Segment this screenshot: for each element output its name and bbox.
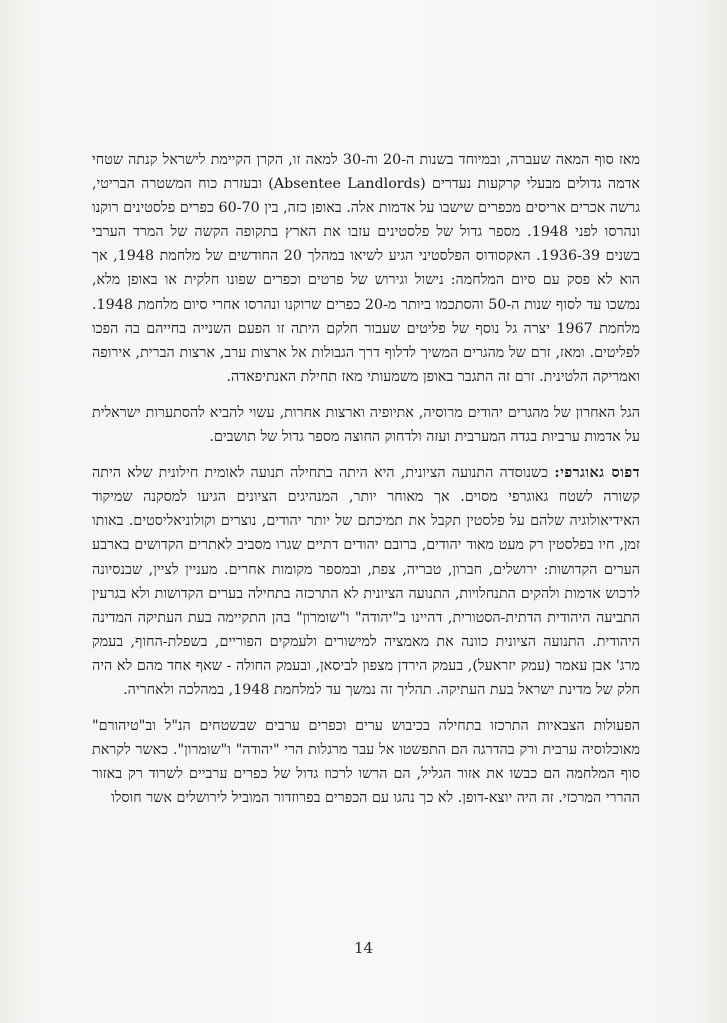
paragraph-absentee-land: מאז סוף המאה שעברה, ובמיוחד בשנות ה-20 וה-30 למאה זו, הקרן הקיימת לישראל קנתה שטחי אדמה גדולים מבעלי קרקעות נעדרים (Absentee Landlords) ובעזרת כוח המשטרה הבריטי, גרשה אכרים אריסים מכפרים שישבו על אדמות אלה. באופן כזה, בין 60-70 כפרים פלסטינים רוקנו ונהרסו לפני 1948. מספר גדול של פלסטינים עזבו את הארץ בתקופה הקשה של המרד הערבי בשנים 1936-39. האקסודוס הפלסטיני הגיע לשיאו במהלך 20 החודשים של מלחמת 1948, אך הוא לא פסק עם סיום המלחמה: נישול וגירוש של פרטים וכפרים שפונו חלקית או באופן מלא, נמשכו עד לסוף שנות ה-50 והסתכמו ביותר מ-20 כפרים שרוקנו ונהרסו אחרי סיום מלחמת 1948. מלחמת 1967 יצרה גל נוסף של פליטים שעבור חלקם היתה זו הפעם השנייה בחייהם בה הפכו לפליטים. ומאז, זרם של מהגרים המשיך לדלוף דרך הגבולות אל ארצות ערב, ארצות הברית, אירופה ואמריקה הלטינית. זרם זה התגבר באופן משמעותי מאז תחילת האנתיפאדה. (92, 152, 641, 385)
paragraph-recent-immigration: הגל האחרון של מהגרים יהודים מרוסיה, אתיופיה וארצות אחרות, עשוי להביא להסתערות ישראלית על אדמות ערביות בגדה המערבית ועזה ולדחוק החוצה מספר גדול של תושבים. (92, 404, 640, 446)
section-text: כשנוסדה התנועה הציונית, היא היתה בתחילה תנועה לאומית חילונית שלא היתה קשורה לשטח גאוגרפי מסוים. אך מאוחר יותר, המנהיגים הציונים הגיעו למסקנה שמיקוד האידיאולוגיה שלהם על פלסטין תקבל את תמיכתם של יותר יהודים, נוצרים וקולוניאליסטים. באותו זמן, חיו בפלסטין רק מעט מאוד יהודים, ברובם יהודים דתיים שגרו מסביב לאתרים הקדושים בארבע הערים הקדושות: ירושלים, חברון, טבריה, צפת, ובמספר מקומות אחרים. מעניין לציין, שבנסיונה לרכוש אדמות ולהקים התנחלויות, התנועה הציונית לא התרכזה בתחילה בערים הקדושות ולא בגרעין התביעה היהודית הדתית-הסטורית, דהיינו ב"יהודה" ו"שומרון" בהן התקיימה בעת העתיקה המדינה היהודית. התנועה הציונית כוונה את מאמציה למישורים ולעמקים הפוריים, בשפלת-החוף, בעמק מרג' אבן עאמר (עמק יזראעל), בעמק הירדן מצפון לביסאן, ובעמק החולה - שאף אחד מהם לא היה חלק של מדינת ישראל בעת העתיקה. תהליך זה נמשך עד למלחמת 1948, במהלכה ולאחריה. (92, 465, 640, 698)
paragraph-geographic-pattern (92, 461, 640, 702)
section-lead-label: דפוס גאוגרפי: (554, 465, 640, 482)
page-number: 14 (353, 939, 374, 957)
paragraph-military-operations: הפעולות הצבאיות התרכזו בתחילה בכיבוש ערים וכפרים ערבים שבשטחים הנ"ל וב"טיהורם" מאוכלוסיה ערבית ורק בהדרגה הם התפשטו אל עבר מרגלות הרי "יהודה" ו"שומרון". כאשר לקראת סוף המלחמה הם כבשו את אזור הגליל, הם הרשו לרכוז גדול של כפרים ערביים לשרוד רק באזור ההררי המרכזי. זה היה יוצא-דופן. לא כך נהגו עם הכפרים בפרוזדור המוביל לירושלים אשר חוסלו (92, 718, 640, 807)
body-text (92, 148, 640, 810)
